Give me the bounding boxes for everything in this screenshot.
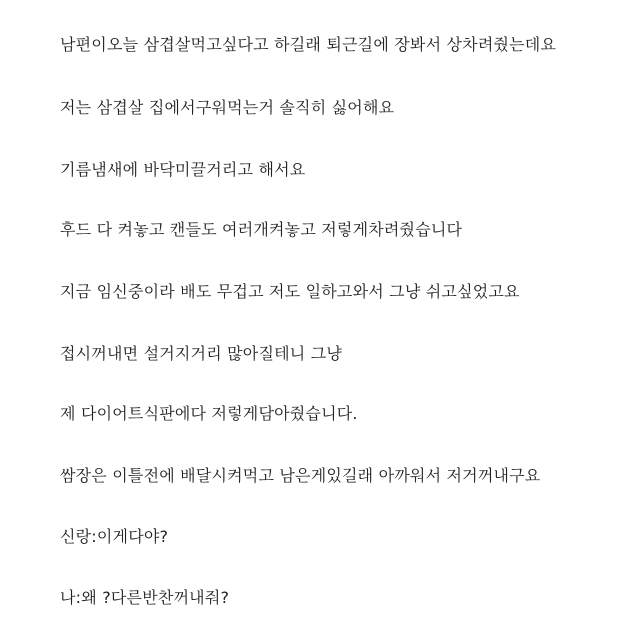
- post-text-line: 접시꺼내면 설거지거리 많아질테니 그냥: [60, 344, 343, 363]
- dialogue-husband: 신랑:이게다야?: [60, 527, 169, 546]
- post-text-line: 지금 임신중이라 배도 무겁고 저도 일하고와서 그냥 쉬고싶었고요: [60, 282, 520, 301]
- post-text-line: 제 다이어트식판에다 저렇게담아줬습니다.: [60, 404, 358, 423]
- post-text-line: 기름냄새에 바닥미끌거리고 해서요: [60, 160, 306, 179]
- post-text-line: 저는 삼겹살 집에서구워먹는거 솔직히 싫어해요: [60, 98, 395, 117]
- post-text-line: 남편이오늘 삼겹살먹고싶다고 하길래 퇴근길에 장봐서 상차려줬는데요: [60, 35, 557, 54]
- post-text-line: 후드 다 켜놓고 캔들도 여러개켜놓고 저렇게차려줬습니다: [60, 220, 463, 239]
- post-text-line: 쌈장은 이틀전에 배달시켜먹고 남은게있길래 아까워서 저거꺼내구요: [60, 466, 541, 485]
- dialogue-me: 나:왜 ?다른반찬꺼내줘?: [60, 588, 230, 607]
